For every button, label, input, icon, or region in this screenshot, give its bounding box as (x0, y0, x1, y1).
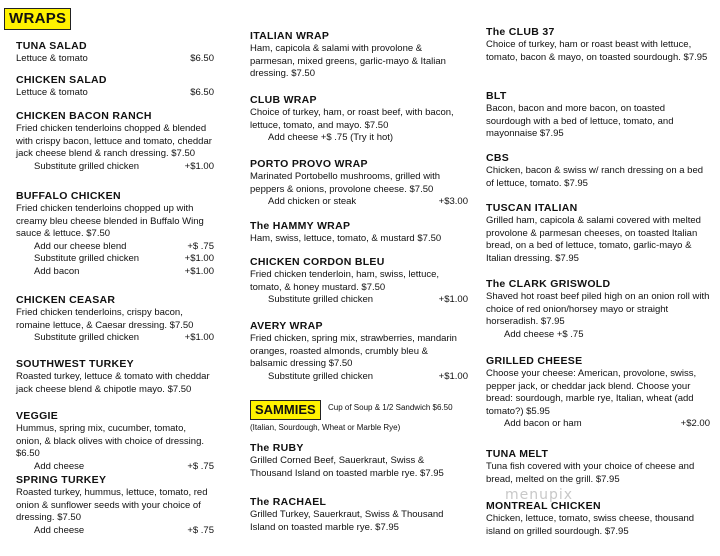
item-title: PORTO PROVO WRAP (250, 158, 368, 170)
item-desc: Choice of turkey, ham, or roast beef, with bacon, lettuce, tomato, and mayo. (250, 107, 454, 131)
item-title: CLUB WRAP (250, 94, 317, 106)
watermark: menupix (505, 487, 574, 503)
menu-item (250, 442, 468, 480)
item-extra-price: +$ .75 (187, 240, 214, 252)
item-desc: Fried chicken, spring mix, strawberries, mandarin oranges, roasted almonds, crumbly bleu & balsamic dressing (250, 333, 457, 369)
item-extra-price: +$ .75 (187, 460, 214, 472)
item-title: MONTREAL CHICKEN (486, 500, 601, 512)
item-desc: Grilled Turkey, Sauerkraut, Swiss & Thousand Island on toasted marble rye. (250, 509, 444, 533)
wraps-banner: WRAPS (4, 8, 71, 30)
item-price: $6.50 (190, 87, 214, 98)
menu-item (486, 90, 710, 141)
item-title: The CLARK GRISWOLD (486, 278, 611, 290)
sammies-banner: SAMMIES (250, 400, 321, 420)
item-price: $7.50 (328, 358, 353, 369)
item-title: TUNA SALAD (16, 40, 87, 52)
item-title: The RACHAEL (250, 496, 327, 508)
menu-item (250, 256, 468, 307)
item-price: $7.50 (57, 512, 81, 523)
item-extra: Substitute grilled chicken (268, 370, 374, 382)
item-price: $5.95 (526, 405, 550, 417)
menu-item (16, 74, 214, 100)
item-price: $7.50 (167, 383, 192, 395)
item-extra: Add bacon (34, 265, 80, 277)
item-extra-price: +$1.00 (184, 265, 214, 277)
item-desc: Fried chicken tenderloin, ham, swiss, lettuce, tomato, & honey mustard. (250, 269, 440, 293)
menu-item (16, 294, 214, 345)
item-title: AVERY WRAP (250, 320, 323, 332)
item-title: ITALIAN WRAP (250, 30, 330, 42)
item-price: $7.50 (291, 68, 315, 79)
menu-item (16, 40, 214, 66)
item-title: BUFFALO CHICKEN (16, 190, 121, 202)
item-price: $7.50 (169, 319, 194, 331)
menu-item (250, 158, 468, 209)
item-title: The CLUB 37 (486, 26, 555, 38)
item-extra-price: +$1.00 (184, 160, 214, 172)
item-price: $7.95 (564, 177, 588, 189)
item-title: CHICKEN CEASAR (16, 294, 116, 306)
menu-item (16, 410, 214, 473)
item-extra: Substitute grilled chicken (34, 160, 140, 172)
item-extra: Add our cheese blend (34, 240, 127, 252)
item-price: $7.95 (375, 521, 399, 533)
item-price: $7.95 (420, 467, 444, 479)
item-desc: Lettuce & tomato (16, 87, 88, 98)
item-desc: Fried chicken tenderloins chopped & blended with crispy bacon, lettuce and tomato, cheddar jack cheese blend & ranch dressing. (16, 123, 212, 159)
item-desc: Grilled ham, capicola & salami covered with melted provolone & parmesan cheeses, on toasted Italian bread, on a bed of lettuce, tomato, garlic-mayo & Italian dressing. (486, 215, 701, 264)
item-title: CHICKEN BACON RANCH (16, 110, 152, 122)
item-title: CHICKEN CORDON BLEU (250, 256, 385, 268)
item-price: $7.95 (555, 252, 579, 264)
sammies-note: Cup of Soup & 1/2 Sandwich $6.50 (328, 403, 453, 412)
item-title: VEGGIE (16, 410, 59, 422)
item-desc: Bacon, bacon and more bacon, on toasted sourdough with a bed of lettuce, tomato, and mayonnaise (486, 103, 674, 139)
item-extra: Add cheese +$ .75 (504, 328, 584, 340)
item-extra: Substitute grilled chicken (34, 332, 140, 343)
item-title: SOUTHWEST TURKEY (16, 358, 134, 370)
menu-item (486, 202, 710, 265)
item-price: $7.95 (683, 51, 708, 63)
menu-item (16, 474, 214, 537)
item-price: $7.50 (171, 148, 196, 159)
item-price: $7.50 (361, 281, 386, 293)
item-extra-price: +$3.00 (438, 196, 468, 207)
menu-item (250, 30, 468, 81)
item-title: The HAMMY WRAP (250, 220, 351, 232)
item-desc: Shaved hot roast beef piled high on an onion roll with choice of red onion/horsey mayo or straight horseradish. (486, 291, 710, 327)
menu-item (486, 26, 710, 64)
item-desc: Hummus, spring mix, cucumber, tomato, onion, & black olives with choice of dressing. (16, 423, 204, 447)
item-title: CHICKEN SALAD (16, 74, 107, 86)
item-desc: Choice of turkey, ham or roast beast with lettuce, tomato, bacon & mayo, on toasted sourdough. (486, 39, 692, 63)
item-extra: Add cheese +$ .75 (Try it hot) (268, 132, 394, 143)
menu-item (486, 355, 710, 431)
menu-item (486, 500, 710, 538)
item-extra: Substitute grilled chicken (34, 253, 140, 264)
item-title: BLT (486, 90, 507, 102)
menu-item (486, 278, 710, 341)
item-extra: Add bacon or ham (504, 418, 582, 429)
menu-item (16, 190, 214, 278)
item-desc: Choose your cheese: American, provolone, swiss, pepper jack, or cheddar jack blend. Choose your bread: sourdough, marble rye, Italian, wheat (add tomato?) (486, 368, 697, 417)
menu-item (250, 496, 468, 534)
menu-item (16, 358, 214, 396)
item-price: $7.95 (604, 525, 629, 537)
item-extra-price: +$1.00 (184, 332, 214, 343)
item-price: $6.50 (16, 448, 40, 459)
item-price: $7.50 (409, 183, 434, 195)
item-title: TUSCAN ITALIAN (486, 202, 578, 214)
item-price: $7.50 (417, 233, 442, 244)
item-price: $7.95 (539, 128, 564, 139)
item-desc: Roasted turkey, lettuce & tomato with cheddar jack cheese blend & chipotle mayo. (16, 371, 210, 395)
item-extra-price: +$ .75 (187, 524, 214, 536)
item-desc: Marinated Portobello mushrooms, grilled with peppers & onions, provolone cheese. (250, 171, 441, 195)
item-extra: Add cheese (34, 524, 85, 536)
item-title: The RUBY (250, 442, 304, 454)
item-price: $6.50 (190, 53, 214, 64)
item-desc: Fried chicken tenderloins, crispy bacon, romaine lettuce, & Caesar dressing. (16, 307, 183, 331)
item-price: $7.95 (540, 316, 565, 327)
item-title: TUNA MELT (486, 448, 549, 460)
sammies-breads: (Italian, Sourdough, Wheat or Marble Rye) (250, 423, 401, 432)
menu-item (486, 152, 710, 190)
item-extra-price: +$1.00 (438, 294, 468, 305)
item-title: GRILLED CHEESE (486, 355, 583, 367)
item-desc: Chicken, lettuce, tomato, swiss cheese, thousand island on grilled sourdough. (486, 513, 695, 537)
item-extra-price: +$2.00 (680, 418, 710, 429)
item-price: $7.50 (86, 228, 111, 239)
item-title: SPRING TURKEY (16, 474, 107, 486)
menu-item (250, 94, 468, 145)
item-extra: Substitute grilled chicken (268, 294, 374, 305)
menu-item (486, 448, 710, 486)
item-desc: Ham, swiss, lettuce, tomato, & mustard (250, 233, 415, 244)
menu-item (16, 110, 214, 173)
item-extra-price: +$1.00 (438, 370, 468, 382)
item-desc: Roasted turkey, hummus, lettuce, tomato, red onion & sunflower seeds with your choice of dressing. (16, 487, 208, 523)
item-price: $7.50 (364, 119, 389, 131)
item-desc: Tuna fish covered with your choice of cheese and bread, melted on the grill. (486, 461, 695, 485)
item-title: CBS (486, 152, 510, 164)
item-desc: Fried chicken tenderloins chopped up with creamy bleu cheese blended in Buffalo Wing sauce & lettuce. (16, 203, 204, 239)
item-price: $7.95 (595, 473, 620, 485)
item-desc: Ham, capicola & salami with provolone & parmesan, mixed greens, garlic-mayo & Italian dressing. (250, 43, 446, 79)
menu-item (250, 320, 468, 383)
item-desc: Grilled Corned Beef, Sauerkraut, Swiss & Thousand Island on toasted marble rye. (250, 455, 425, 479)
item-extra-price: +$1.00 (184, 253, 214, 264)
menu-item (250, 220, 468, 246)
item-extra: Add cheese (34, 460, 85, 472)
item-desc: Lettuce & tomato (16, 53, 88, 64)
item-extra: Add chicken or steak (268, 196, 357, 207)
item-desc: Chicken, bacon & swiss w/ ranch dressing on a bed of lettuce, tomato. (486, 165, 704, 189)
